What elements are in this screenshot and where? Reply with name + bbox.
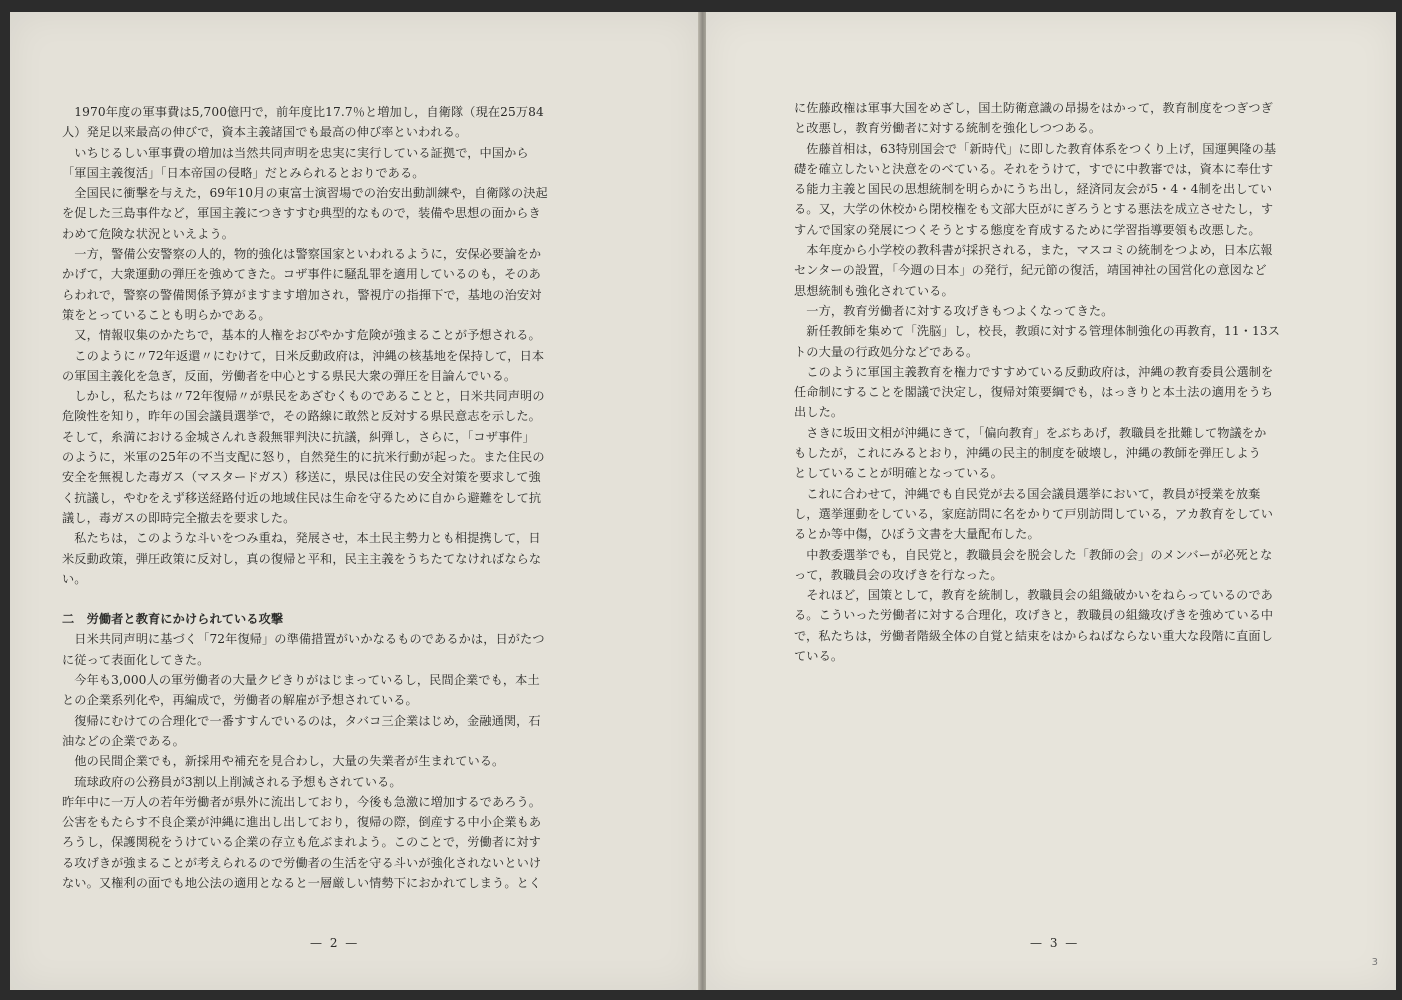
right-page-text (794, 98, 1346, 666)
text-line: このように軍国主義教育を権力ですすめている反動政府は，沖縄の教育委員公選制を (794, 364, 1274, 379)
text-line: 私たちは，このような斗いをつみ重ね，発展させ，本土民主勢力とも相提携して，日 (62, 531, 541, 546)
text-line: 任命制にすることを閣議で決定し，復帰対策要綱でも，はっきりと本土法の適用をうち (794, 385, 1274, 400)
text-line: る。こういった労働者に対する合理化，攻げきと，教職員の組織攻げきを強めている中 (794, 608, 1274, 623)
text-line: しかし，私たちは〃72年復帰〃が県民をあざむくものであることと，日米共同声明の (62, 389, 545, 404)
left-page-paragraphs (62, 102, 614, 589)
text-line: のように，米軍の25年の不当支配に怒り，自然発生的に抗米行動が起った。また住民の (62, 450, 545, 465)
text-line: 他の民間企業でも，新採用や補充を見合わし，大量の失業者が生まれている。 (62, 754, 505, 769)
text-line: そして，糸満における金城さんれき殺無罪判決に抗議，糾弾し，さらに，「コザ事件」 (62, 429, 535, 444)
text-line: いちじるしい軍事費の増加は当然共同声明を忠実に実行している証拠で，中国から (62, 145, 529, 160)
text-line: る。又，大学の休校から閉校権をも文部大臣がにぎろうとする悪法を成立させたし，す (794, 202, 1274, 217)
text-line: で，私たちは，労働者階級全体の自覚と結束をはからねばならない重大な段階に直面し (794, 628, 1273, 643)
corner-pencil-mark: 3 (1371, 957, 1378, 968)
text-line: ない。又権利の面でも地公法の適用となると一層厳しい情勢下におかれてしまう。とく (62, 875, 542, 890)
text-line: 出した。 (794, 405, 844, 420)
text-line: 人）発足以来最高の伸びで，資本主義諸国でも最高の伸び率といわれる。 (62, 125, 468, 140)
text-line: る能力主義と国民の思想統制を明らかにうち出し，経済同友会が5・4・4制を出してい (794, 182, 1273, 197)
text-line: 一方，教育労働者に対する攻げきもつよくなってきた。 (794, 303, 1114, 318)
text-line: 礎を確立したいと決意をのべている。それをうけて，すでに中教審では，資本に奉仕す (794, 161, 1274, 176)
text-line: 議し，毒ガスの即時完全撤去を要求した。 (62, 510, 296, 525)
section-heading: 二 労働者と教育にかけられている攻撃 (62, 612, 284, 627)
text-line: かげて，大衆運動の弾圧を強めてきた。コザ事件に騒乱罪を適用しているのも，そのあ (62, 267, 541, 282)
text-line: い。 (62, 571, 87, 586)
text-line: と改悪し，教育労働者に対する統制を強化しつつある。 (794, 121, 1102, 136)
text-line: 安全を無視した毒ガス（マスタードガス）移送に，県民は住民の安全対策を要求して強 (62, 470, 541, 485)
text-line: ている。 (794, 649, 844, 664)
text-line: わめて危険な状況といえよう。 (62, 226, 235, 241)
text-line: く抗議し，やむをえず移送経路付近の地域住民は生命を守るために自から避難をして抗 (62, 490, 542, 505)
right-page (706, 12, 1396, 990)
text-line: 中教委選挙でも，自民党と，教職員会を脱会した「教師の会」のメンバーが必死とな (794, 547, 1273, 562)
text-line: って，教職員会の攻げきを行なった。 (794, 567, 1003, 582)
text-line: 公害をもたらす不良企業が沖縄に進出し出しており，復帰の際，倒産する中小企業もあ (62, 815, 542, 830)
text-line: 「軍国主義復活」「日本帝国の侵略」だとみられるとおりである。 (62, 165, 425, 180)
text-line: 日米共同声明に基づく「72年復帰」の準備措置がいかなるものであるかは，日がたつ (62, 632, 545, 647)
text-line: を促した三島事件など，軍国主義につきすすむ典型的なもので，装備や思想の面からき (62, 206, 541, 221)
left-page (10, 12, 700, 990)
page-number-right: — 3 — (1030, 936, 1080, 950)
text-line: センターの設置，「今週の日本」の発行，紀元節の復活，靖国神社の国営化の意図など (794, 263, 1267, 278)
text-line: に佐藤政権は軍事大国をめざし，国土防衛意識の昂揚をはかって，教育制度をつぎつぎ (794, 101, 1273, 115)
page-number-left: — 2 — (310, 936, 360, 950)
text-line: の軍国主義化を急ぎ，反面，労働者を中心とする県民大衆の弾圧を目論んでいる。 (62, 368, 517, 383)
text-line: 昨年中に一万人の若年労働者が県外に流出しており，今後も急激に増加するであろう。 (62, 794, 542, 809)
text-line: 一方，警備公安警察の人的，物的強化は警察国家といわれるように，安保必要論をか (62, 247, 542, 262)
text-line: トの大量の行政処分などである。 (794, 344, 979, 359)
text-line: に従って表面化してきた。 (62, 652, 210, 667)
text-line: 本年度から小学校の教科書が採択される，また，マスコミの統制をつよめ，日本広報 (794, 243, 1273, 258)
right-page-paragraphs (794, 98, 1346, 666)
left-page-section-paragraphs (62, 629, 614, 893)
text-line: 策をとっていることも明らかである。 (62, 307, 271, 322)
text-line: 米反動政策，弾圧政策に反対し，真の復帰と平和，民主主義をうちたてなければならな (62, 551, 542, 566)
text-line: 1970年度の軍事費は5,700億円で，前年度比17.7％と増加し，自衛隊（現在25万84 (62, 105, 544, 119)
text-line: さきに坂田文相が沖縄にきて，「偏向教育」をぶちあげ，教職員を批難して物議をか (794, 425, 1267, 440)
text-line: 又，情報収集のかたちで，基本的人権をおびやかす危険が強まることが予想される。 (62, 328, 541, 343)
text-line: ろうし，保護関税をうけている企業の存立も危ぶまれよう。このことで，労働者に対す (62, 835, 541, 850)
text-line: このように〃72年返還〃にむけて，日米反動政府は，沖縄の核基地を保持して，日本 (62, 348, 545, 363)
text-line: 佐藤首相は，63特別国会で「新時代」に即した教育体系をつくり上げ，国運興隆の基 (794, 141, 1277, 156)
text-line: らわれで，警察の警備関係予算がますます増加され，警視庁の指揮下で，基地の治安対 (62, 287, 542, 302)
text-line: との企業系列化や，再編成で，労働者の解雇が予想されている。 (62, 693, 418, 708)
text-line: すんで国家の発展につくそうとする態度を育成するために学習指導要領も改悪した。 (794, 222, 1261, 237)
text-line: 復帰にむけての合理化で一番すすんでいるのは，タバコ三企業はじめ，金融通関，石 (62, 713, 541, 728)
text-line: 危険性を知り，昨年の国会議員選挙で，その路線に敢然と反対する県民意志を示した。 (62, 409, 541, 424)
text-line: 全国民に衝撃を与えた，69年10月の東富士演習場での治安出動訓練や，自衛隊の決起 (62, 186, 548, 201)
text-line: もしたが，これにみるとおり，沖縄の民主的制度を破壊し，沖縄の教師を弾圧しよう (794, 446, 1261, 461)
text-line: るとか等中傷，ひぼう文書を大量配布した。 (794, 527, 1040, 542)
text-line: る攻げきが強まることが考えられるので労働者の生活を守る斗いが強化されないといけ (62, 855, 542, 870)
text-line: し，選挙運動をしている，家庭訪問に名をかりて戸別訪問している，アカ教育をしてい (794, 506, 1274, 521)
left-page-text (62, 102, 614, 893)
text-line: これに合わせて，沖縄でも自民党が去る国会議員選挙において，教員が授業を放棄 (794, 486, 1261, 501)
text-line: 思想統制も強化されている。 (794, 283, 954, 298)
text-line: 新任教師を集めて「洗脳」し，校長，教頭に対する管理体制強化の再教育，11・13ス (794, 324, 1281, 339)
text-line: としていることが明確となっている。 (794, 466, 1003, 481)
text-line: それほど，国策として，教育を統制し，教職員会の組織破かいをねらっているのであ (794, 588, 1273, 603)
text-line: 油などの企業である。 (62, 733, 185, 748)
section-gap (62, 589, 614, 609)
text-line: 今年も3,000人の軍労働者の大量クビきりがはじまっているし，民間企業でも，本土 (62, 673, 540, 688)
text-line: 琉球政府の公務員が3割以上削減される予想もされている。 (62, 774, 402, 789)
